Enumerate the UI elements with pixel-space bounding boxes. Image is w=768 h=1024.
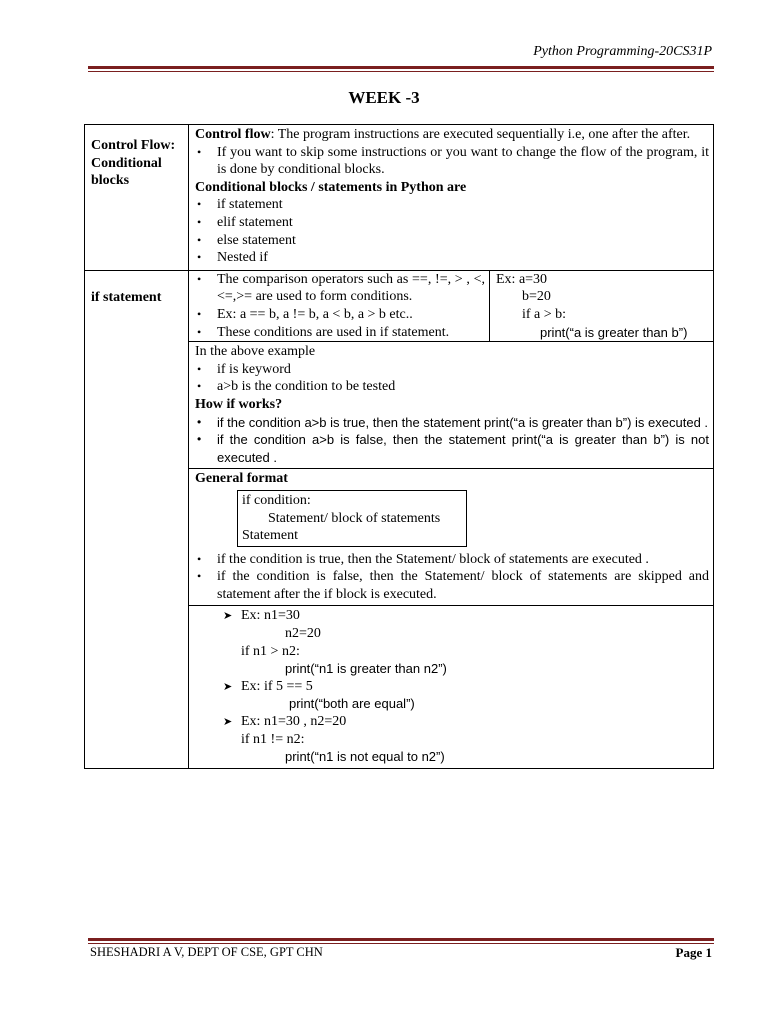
side-line: Control Flow: xyxy=(91,138,176,153)
header-course: Python Programming-20CS31P xyxy=(533,44,712,59)
list-item: • if statement xyxy=(195,196,709,214)
code-line: b=20 xyxy=(522,289,551,305)
list-item: • else statement xyxy=(195,232,709,250)
general-heading: General format xyxy=(195,471,288,487)
format-line: Statement/ block of statements xyxy=(268,510,441,526)
side-line: blocks xyxy=(91,173,130,189)
format-box xyxy=(237,490,467,547)
side-label-control-flow xyxy=(85,125,189,271)
format-bullets xyxy=(195,551,709,604)
row-control-flow xyxy=(85,125,714,271)
list-item: • Ex: a == b, a != b, a < b, a > b etc.. xyxy=(195,306,485,324)
code-line: print(“both are equal”) xyxy=(289,696,415,712)
side-line: if statement xyxy=(91,289,162,305)
code-line: print(“a is greater than b”) xyxy=(540,324,688,340)
format-line: if condition: xyxy=(242,492,311,508)
examples-cell xyxy=(189,606,714,768)
explanation-cell xyxy=(189,342,714,469)
list-item: • if the condition is true, then the Statement/ block of statements are executed . xyxy=(195,551,709,569)
example-bullets xyxy=(195,361,709,396)
content-table xyxy=(84,124,714,769)
example-item: ➤ Ex: if 5 == 5 xyxy=(195,678,709,696)
side-line: Conditional xyxy=(91,155,162,171)
page-title: WEEK -3 xyxy=(348,88,420,107)
example-intro: In the above example xyxy=(195,344,316,360)
code-line: n2=20 xyxy=(285,626,321,642)
operators-left xyxy=(189,271,490,341)
intro-bold: Control flow xyxy=(195,127,271,142)
list-item: • If you want to skip some instructions or you want to change the flow of the program, it is done by conditional blocks. xyxy=(195,144,709,179)
list-item: • These conditions are used in if statement. xyxy=(195,324,485,342)
list-item: • if the condition a>b is true, then the statement print(“a is greater than b”) is executed . xyxy=(195,414,709,432)
operator-bullets xyxy=(195,271,485,341)
row-if-statement xyxy=(85,270,714,341)
page-number: Page 1 xyxy=(675,945,712,960)
list-item: • Nested if xyxy=(195,249,709,267)
code-line: print(“n1 is not equal to n2”) xyxy=(285,749,445,765)
example-item: ➤ Ex: n1=30 , n2=20 xyxy=(195,713,709,731)
footer-rule-thick xyxy=(88,938,714,941)
operators-example xyxy=(490,271,713,341)
intro-paragraph xyxy=(195,126,709,144)
footer-rule-thin xyxy=(88,943,714,944)
how-heading: How if works? xyxy=(195,396,283,412)
list-item: • The comparison operators such as ==, !=, > , <, <=,>= are used to form conditions. xyxy=(195,271,485,306)
code-line: if a > b: xyxy=(522,306,567,322)
header-rule-thick xyxy=(88,66,714,69)
list-item: • if the condition is false, then the Statement/ block of statements are skipped and statement after the if block is executed. xyxy=(195,568,709,603)
code-line: print(“n1 is greater than n2”) xyxy=(285,661,447,677)
list-item: • if the condition a>b is false, then the statement print(“a is greater than b”) is not executed . xyxy=(195,431,709,466)
operators-cell xyxy=(189,270,714,341)
how-bullets xyxy=(195,414,709,467)
format-line: Statement xyxy=(242,528,298,544)
footer-author: SHESHADRI A V, DEPT OF CSE, GPT CHN xyxy=(90,945,323,959)
code-line: if n1 > n2: xyxy=(241,643,300,659)
header-rule-thin xyxy=(88,71,714,72)
intro-bullets xyxy=(195,144,709,179)
statement-list xyxy=(195,196,709,266)
code-line: if n1 != n2: xyxy=(241,731,305,747)
subheading: Conditional blocks / statements in Python are xyxy=(195,179,467,195)
control-flow-content xyxy=(189,125,714,271)
list-item: • a>b is the condition to be tested xyxy=(195,378,709,396)
operators-split xyxy=(189,271,713,341)
general-format-cell xyxy=(189,469,714,606)
list-item: • elif statement xyxy=(195,214,709,232)
example-item: ➤ Ex: n1=30 xyxy=(195,607,709,625)
list-item: • if is keyword xyxy=(195,361,709,379)
code-line: Ex: a=30 xyxy=(496,271,548,287)
intro-text: : The program instructions are executed sequentially i.e, one after the after. xyxy=(270,127,691,142)
side-label-if-statement xyxy=(85,270,189,768)
